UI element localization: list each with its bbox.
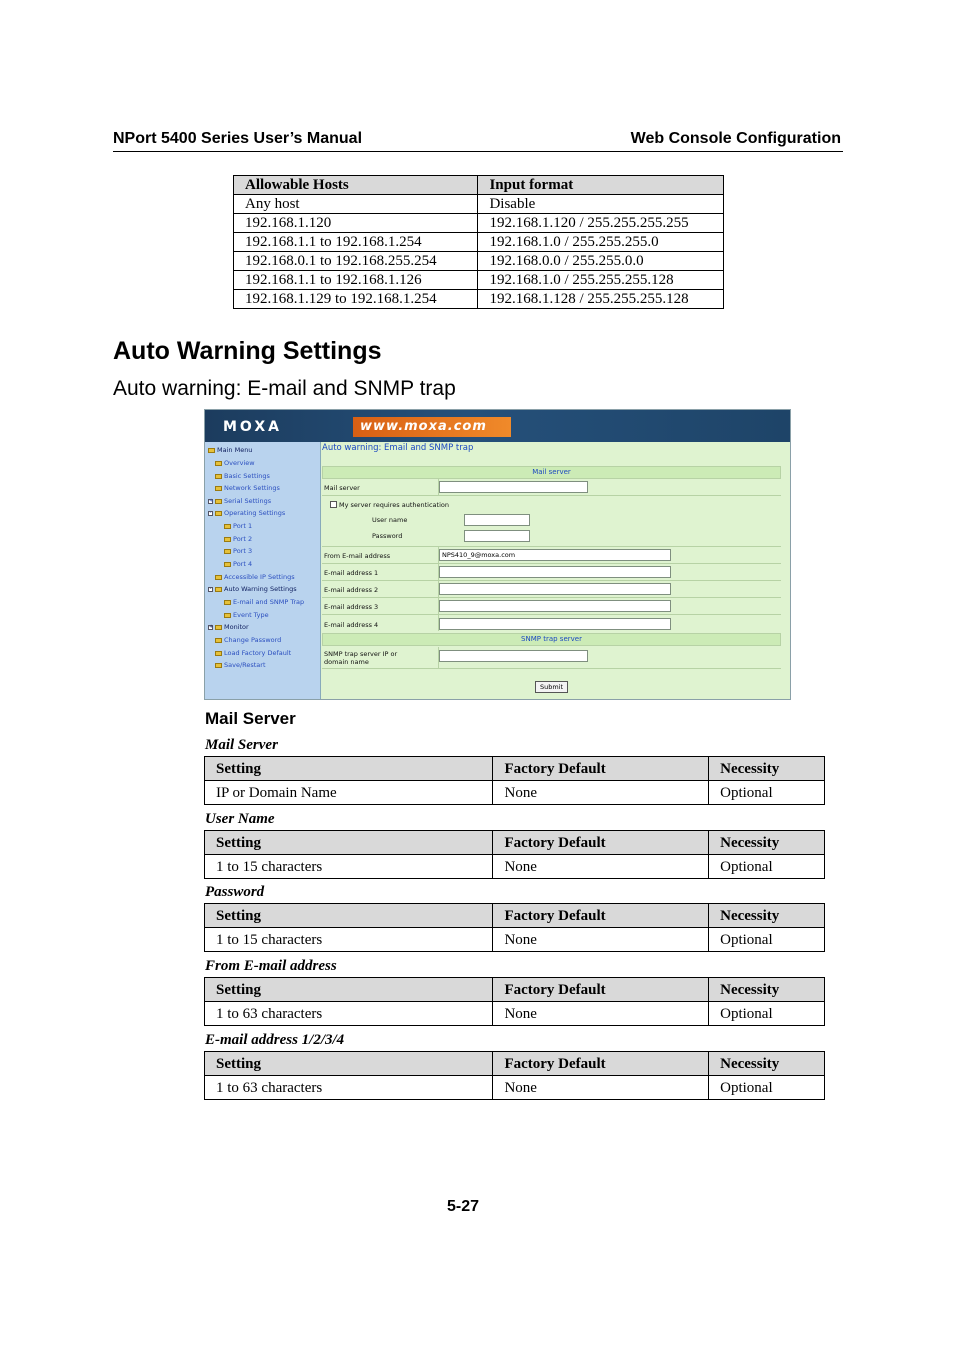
folder-icon: [215, 638, 222, 643]
from-email-table: [204, 977, 825, 1026]
nav-item-monitor[interactable]: + Monitor: [209, 623, 249, 631]
nav-item-main-menu[interactable]: Main Menu: [208, 446, 252, 454]
nav-item-port-3[interactable]: Port 3: [224, 547, 252, 555]
password-label: Password: [372, 532, 403, 540]
nav-item-port-2[interactable]: Port 2: [224, 535, 252, 543]
folder-icon: [215, 625, 222, 630]
folder-icon: [224, 524, 231, 529]
subsection-title: Auto warning: E-mail and SNMP trap: [113, 377, 456, 400]
folder-icon: [224, 613, 231, 618]
folder-icon: [215, 651, 222, 656]
table-row: [234, 195, 724, 214]
table-row: [205, 781, 825, 805]
table-cell: 192.168.1.0 / 255.255.255.128: [478, 271, 724, 290]
divider: [438, 647, 439, 668]
divider: [322, 614, 781, 615]
email-address-table: [204, 1051, 825, 1100]
expand-icon: +: [209, 623, 214, 630]
user-name-label: User name: [372, 516, 408, 524]
table-row: [205, 928, 825, 952]
table-cell: Disable: [478, 195, 724, 214]
column-header: Setting: [205, 831, 493, 855]
folder-icon: [215, 511, 222, 516]
user-name-input[interactable]: [464, 514, 530, 526]
column-header: Setting: [205, 1052, 493, 1076]
table-row: [205, 855, 825, 879]
nav-item-basic-settings[interactable]: Basic Settings: [215, 472, 270, 480]
table-cell: 192.168.1.128 / 255.255.255.128: [478, 290, 724, 309]
column-header: Factory Default: [493, 831, 709, 855]
table-caption: E-mail address 1/2/3/4: [205, 1032, 345, 1048]
table-header-row: [205, 904, 825, 928]
divider: [438, 479, 439, 495]
column-header: Necessity: [709, 831, 825, 855]
column-header: Setting: [205, 904, 493, 928]
table-cell: 192.168.1.120: [234, 214, 478, 233]
table-cell: 1 to 15 characters: [205, 855, 493, 879]
email-3-label: E-mail address 3: [324, 603, 379, 611]
allowable-hosts-table: [233, 175, 724, 309]
table-caption: From E-mail address: [205, 958, 337, 974]
column-header: Setting: [205, 757, 493, 781]
console-nav-tree: [205, 442, 321, 699]
table-cell: Any host: [234, 195, 478, 214]
column-header: Necessity: [709, 904, 825, 928]
collapse-icon: -: [209, 509, 212, 516]
section-title: Auto Warning Settings: [113, 337, 382, 365]
collapse-icon: -: [209, 585, 212, 592]
table-header-row: [205, 757, 825, 781]
auth-label: My server requires authentication: [339, 501, 449, 509]
table-header-row: [234, 176, 724, 195]
table-header-row: [205, 978, 825, 1002]
table-row: [234, 271, 724, 290]
table-caption: Mail Server: [205, 737, 278, 753]
column-header: Necessity: [709, 1052, 825, 1076]
manual-title: NPort 5400 Series User’s Manual: [113, 130, 363, 147]
divider: [322, 563, 781, 564]
table-caption: User Name: [205, 811, 275, 827]
table-cell: 1 to 15 characters: [205, 928, 493, 952]
email-2-input[interactable]: [439, 583, 671, 595]
folder-icon: [215, 474, 222, 479]
table-row: [234, 233, 724, 252]
nav-item-email-snmp[interactable]: E-mail and SNMP Trap: [224, 598, 304, 606]
table-cell: 192.168.0.1 to 192.168.255.254: [234, 252, 478, 271]
table-cell: 192.168.1.129 to 192.168.1.254: [234, 290, 478, 309]
nav-item-serial-settings[interactable]: + Serial Settings: [209, 497, 272, 505]
email-1-label: E-mail address 1: [324, 569, 379, 577]
nav-item-load-factory-default[interactable]: Load Factory Default: [215, 649, 291, 657]
password-input[interactable]: [464, 530, 530, 542]
table-row: [234, 290, 724, 309]
page-header: [113, 130, 843, 152]
divider: [322, 580, 781, 581]
nav-item-operating-settings[interactable]: - Operating Settings: [209, 509, 286, 517]
email-3-input[interactable]: [439, 600, 671, 612]
divider: [322, 546, 781, 547]
page-number: 5-27: [446, 1198, 480, 1215]
console-main-panel: [322, 442, 790, 699]
table-row: [205, 1076, 825, 1100]
chapter-title: Web Console Configuration: [630, 130, 841, 147]
table-cell: 1 to 63 characters: [205, 1076, 493, 1100]
table-cell: None: [493, 928, 709, 952]
table-cell: Optional: [709, 855, 825, 879]
snmp-server-label: SNMP trap server IP or: [324, 650, 398, 658]
submit-button[interactable]: Submit: [535, 681, 568, 693]
nav-item-overview[interactable]: Overview: [215, 459, 255, 467]
table-cell: Optional: [709, 781, 825, 805]
auth-checkbox[interactable]: [330, 501, 337, 508]
table-cell: Optional: [709, 928, 825, 952]
mail-server-heading: Mail Server: [205, 709, 296, 728]
folder-icon: [215, 486, 222, 491]
table-cell: 1 to 63 characters: [205, 1002, 493, 1026]
table-cell: None: [493, 1076, 709, 1100]
table-cell: 192.168.0.0 / 255.255.0.0: [478, 252, 724, 271]
moxa-logo: MOXA: [223, 419, 282, 435]
table-row: [234, 214, 724, 233]
from-email-input[interactable]: NPS410_9@moxa.com: [439, 549, 671, 561]
nav-item-save-restart[interactable]: Save/Restart: [215, 661, 266, 669]
column-header: Factory Default: [493, 1052, 709, 1076]
divider: [322, 668, 781, 669]
table-cell: Optional: [709, 1002, 825, 1026]
folder-icon: [215, 587, 222, 592]
email-4-input[interactable]: [439, 618, 671, 630]
mail-server-label: Mail server: [324, 484, 360, 492]
folder-icon: [224, 562, 231, 567]
table-cell: 192.168.1.1 to 192.168.1.254: [234, 233, 478, 252]
expand-icon: +: [209, 497, 214, 504]
moxa-url: www.moxa.com: [353, 417, 511, 437]
nav-item-port-1[interactable]: Port 1: [224, 522, 252, 530]
column-header: Necessity: [709, 757, 825, 781]
column-header: Necessity: [709, 978, 825, 1002]
user-name-table: [204, 830, 825, 879]
password-table: [204, 903, 825, 952]
table-cell: 192.168.1.0 / 255.255.255.0: [478, 233, 724, 252]
column-header: Input format: [478, 176, 724, 195]
table-cell: Optional: [709, 1076, 825, 1100]
column-header: Allowable Hosts: [234, 176, 478, 195]
table-row: [205, 1002, 825, 1026]
table-cell: None: [493, 781, 709, 805]
folder-icon: [208, 448, 215, 453]
nav-item-network-settings[interactable]: Network Settings: [215, 484, 280, 492]
nav-item-auto-warning[interactable]: - Auto Warning Settings: [209, 585, 297, 593]
mail-server-section-header: Mail server: [322, 466, 781, 479]
table-cell: None: [493, 855, 709, 879]
table-cell: 192.168.1.1 to 192.168.1.126: [234, 271, 478, 290]
column-header: Factory Default: [493, 904, 709, 928]
email-2-label: E-mail address 2: [324, 586, 379, 594]
folder-icon: [224, 537, 231, 542]
divider: [322, 495, 781, 496]
folder-icon: [215, 461, 222, 466]
folder-icon: [215, 499, 222, 504]
mail-server-table: [204, 756, 825, 805]
mail-server-input[interactable]: [439, 481, 588, 493]
table-cell: IP or Domain Name: [205, 781, 493, 805]
console-page-title: Auto warning: Email and SNMP trap: [322, 443, 474, 453]
folder-icon: [224, 549, 231, 554]
table-cell: 192.168.1.120 / 255.255.255.255: [478, 214, 724, 233]
nav-item-accessible-ip[interactable]: Accessible IP Settings: [215, 573, 295, 581]
column-header: Factory Default: [493, 978, 709, 1002]
folder-icon: [215, 575, 222, 580]
snmp-server-input[interactable]: [439, 650, 588, 662]
web-console-screenshot: [204, 409, 791, 700]
column-header: Setting: [205, 978, 493, 1002]
table-header-row: [205, 1052, 825, 1076]
email-4-label: E-mail address 4: [324, 621, 379, 629]
table-header-row: [205, 831, 825, 855]
console-banner: [205, 410, 790, 442]
from-email-label: From E-mail address: [324, 552, 391, 560]
divider: [438, 546, 439, 631]
nav-item-change-password[interactable]: Change Password: [215, 636, 281, 644]
email-1-input[interactable]: [439, 566, 671, 578]
nav-item-port-4[interactable]: Port 4: [224, 560, 252, 568]
nav-item-event-type[interactable]: Event Type: [224, 611, 269, 619]
divider: [322, 597, 781, 598]
folder-icon: [224, 600, 231, 605]
table-row: [234, 252, 724, 271]
snmp-section-header: SNMP trap server: [322, 633, 781, 646]
table-caption: Password: [205, 884, 265, 900]
snmp-server-label-2: domain name: [324, 658, 369, 666]
folder-icon: [215, 663, 222, 668]
column-header: Factory Default: [493, 757, 709, 781]
table-cell: None: [493, 1002, 709, 1026]
